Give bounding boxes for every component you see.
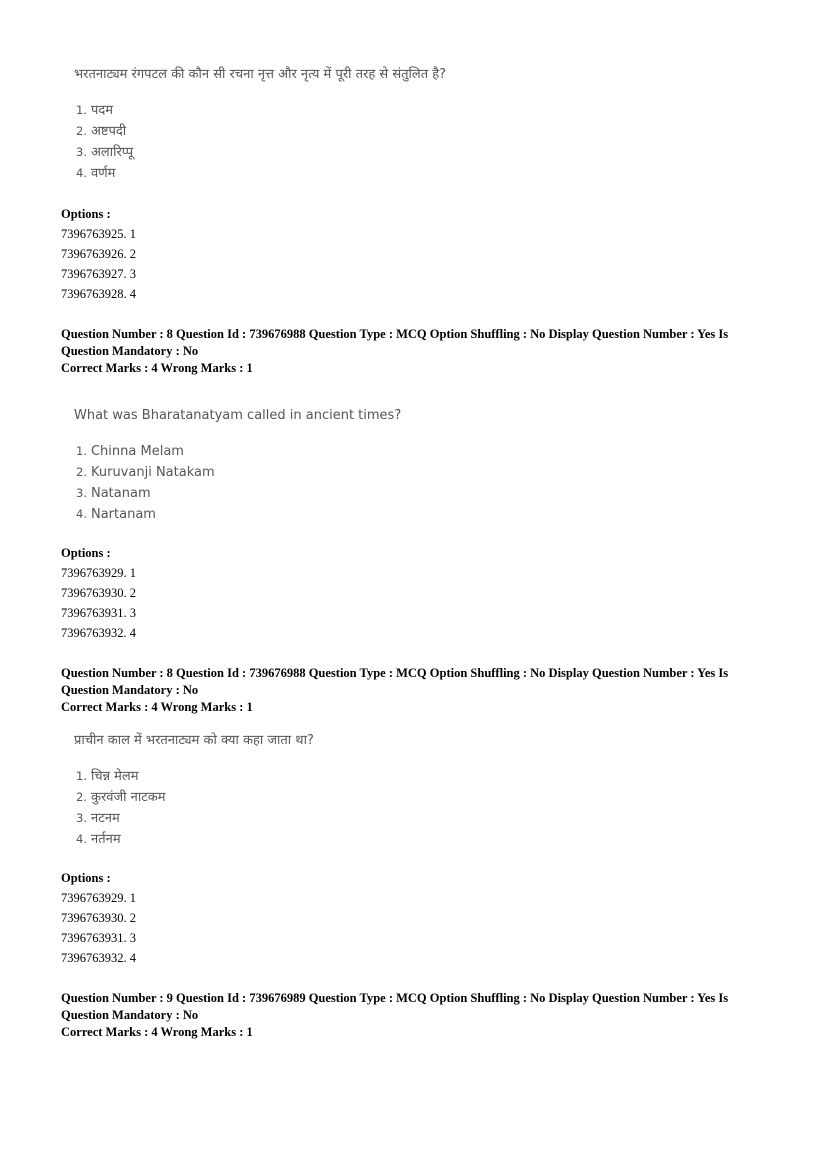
option-row: 7396763927. 3 xyxy=(61,267,136,281)
option-row: 7396763932. 4 xyxy=(61,626,136,640)
choice-item: 4. नर्तनम xyxy=(76,832,121,847)
question-header xyxy=(61,326,781,377)
option-row: 7396763930. 2 xyxy=(61,911,136,925)
question-text: प्राचीन काल में भरतनाट्यम को क्या कहा जाता था? xyxy=(74,733,314,748)
marks-line: Correct Marks : 4 Wrong Marks : 1 xyxy=(61,700,253,714)
options-section xyxy=(61,868,781,968)
question-header xyxy=(61,665,781,716)
question-image-hindi-1 xyxy=(74,66,446,184)
choice-list xyxy=(76,441,401,525)
choice-item: 1. पदम xyxy=(76,103,114,118)
choice-item: 4. Nartanam xyxy=(76,507,156,522)
question-header xyxy=(61,990,781,1041)
choice-item: 1. Chinna Melam xyxy=(76,444,184,459)
choice-item: 3. नटनम xyxy=(76,811,120,826)
choice-item: 3. Natanam xyxy=(76,486,151,501)
option-row: 7396763932. 4 xyxy=(61,951,136,965)
marks-line: Correct Marks : 4 Wrong Marks : 1 xyxy=(61,361,253,375)
marks-line: Correct Marks : 4 Wrong Marks : 1 xyxy=(61,1025,253,1039)
option-row: 7396763931. 3 xyxy=(61,931,136,945)
question-meta-line: Question Number : 8 Question Id : 739676988 Question Type : MCQ Option Shuffling : No Display Question Number : Yes Is xyxy=(61,327,729,341)
question-meta-line: Question Number : 8 Question Id : 739676988 Question Type : MCQ Option Shuffling : No Display Question Number : Yes Is xyxy=(61,666,729,680)
choice-item: 4. वर्णम xyxy=(76,166,116,181)
option-row: 7396763929. 1 xyxy=(61,566,136,580)
choice-list xyxy=(76,766,314,850)
question-text: What was Bharatanatyam called in ancient times? xyxy=(74,408,402,423)
option-row: 7396763925. 1 xyxy=(61,227,136,241)
question-text: भरतनाट्यम रंगपटल की कौन सी रचना नृत्त और नृत्य में पूरी तरह से संतुलित है? xyxy=(74,67,447,82)
option-row: 7396763929. 1 xyxy=(61,891,136,905)
choice-item: 2. कुरवंजी नाटकम xyxy=(76,790,166,805)
question-mandatory: Question Mandatory : No xyxy=(61,683,199,697)
question-mandatory: Question Mandatory : No xyxy=(61,344,199,358)
options-label: Options : xyxy=(61,207,111,221)
option-row: 7396763926. 2 xyxy=(61,247,136,261)
choice-item: 3. अलारिप्पू xyxy=(76,145,134,160)
question-image-english xyxy=(74,407,401,525)
choice-list xyxy=(76,100,446,184)
choice-item: 1. चिन्न मेलम xyxy=(76,769,139,784)
option-row: 7396763931. 3 xyxy=(61,606,136,620)
choice-item: 2. अष्टपदी xyxy=(76,124,127,139)
choice-item: 2. Kuruvanji Natakam xyxy=(76,465,215,480)
option-row: 7396763930. 2 xyxy=(61,586,136,600)
question-meta-line: Question Number : 9 Question Id : 739676989 Question Type : MCQ Option Shuffling : No Display Question Number : Yes Is xyxy=(61,991,729,1005)
options-section xyxy=(61,204,781,304)
options-label: Options : xyxy=(61,546,111,560)
options-section xyxy=(61,543,781,643)
options-label: Options : xyxy=(61,871,111,885)
option-row: 7396763928. 4 xyxy=(61,287,136,301)
question-image-hindi-2 xyxy=(74,732,314,850)
question-mandatory: Question Mandatory : No xyxy=(61,1008,199,1022)
